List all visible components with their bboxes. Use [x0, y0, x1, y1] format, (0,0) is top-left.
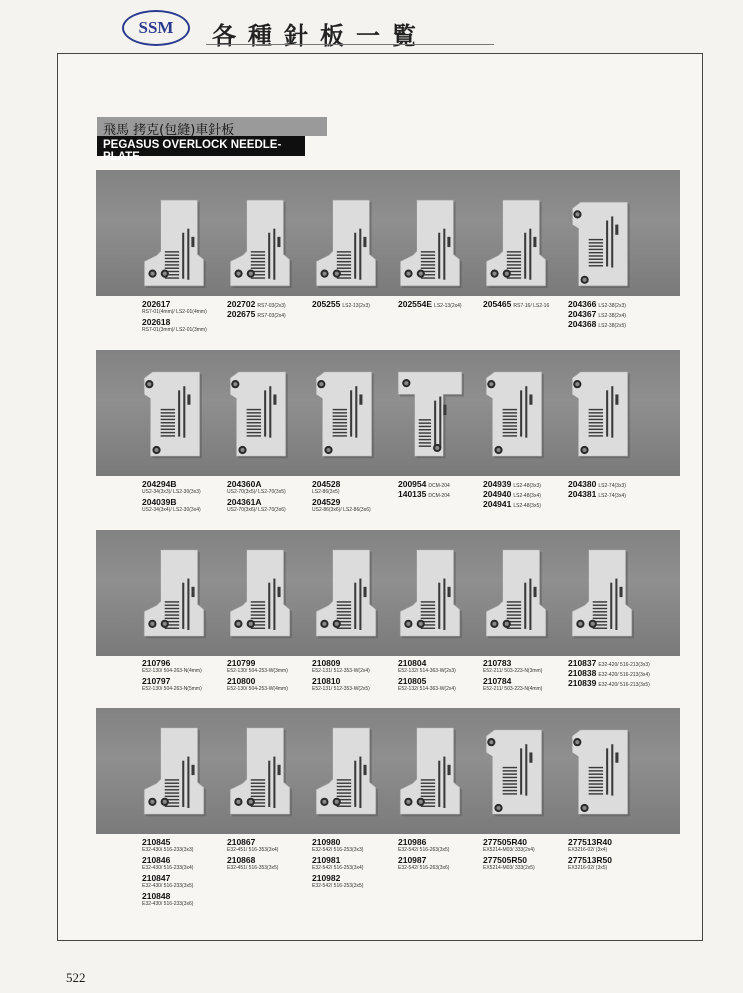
section-title-zh: 飛馬 拷克(包縫)車針板: [97, 117, 327, 136]
part-number: 210986: [398, 837, 427, 847]
spec-text: E32-430/ 516-233(3x6): [142, 901, 194, 907]
part-number: 204360A: [227, 479, 262, 489]
needle-plate-image: [310, 198, 382, 290]
needle-plate: [566, 716, 638, 833]
product-photo-row: [96, 170, 680, 296]
needle-plate: [224, 538, 296, 655]
part-number: 202618: [142, 317, 171, 327]
needle-plate: [224, 198, 296, 295]
needle-plate-image: [480, 716, 552, 828]
needle-plate: [566, 538, 638, 655]
spec-text: LS2-48(3x3): [513, 483, 541, 489]
needle-plate-image: [310, 716, 382, 828]
part-number: 210796: [142, 658, 171, 668]
needle-plate: [310, 538, 382, 655]
needle-plate: [310, 198, 382, 295]
spec-text: E32-430/ 516-233(3x5): [142, 883, 194, 889]
part-label: [312, 837, 363, 891]
part-number: 204368: [568, 319, 597, 329]
spec-text: DCM-204: [428, 483, 450, 489]
spec-text: EX3216-02/ (3x4): [568, 847, 608, 853]
product-photo-row: [96, 350, 680, 476]
page-number: 522: [66, 970, 86, 985]
part-label: [568, 299, 626, 329]
spec-text: E32-451/ 516-353(3x5): [227, 865, 279, 871]
spec-text: US2-86(3x6)/ LS2-86(3x6): [312, 507, 371, 513]
part-number: 210848: [142, 891, 171, 901]
needle-plate-image: [310, 360, 382, 468]
part-number: 277513R50: [568, 855, 612, 865]
spec-text: RS7-01(4mm)/ LS2-01(4mm): [142, 309, 207, 315]
product-photo-row: [96, 708, 680, 834]
spec-text: E32-542/ 516-263(3x5): [398, 847, 450, 853]
needle-plate-image: [566, 538, 638, 650]
part-number: 277505R50: [483, 855, 527, 865]
part-label: [142, 479, 201, 515]
part-label: [483, 299, 549, 309]
needle-plate-image: [224, 538, 296, 650]
part-number: 205465: [483, 299, 512, 309]
section-header: [97, 117, 327, 163]
part-number: 210797: [142, 676, 171, 686]
part-label: [568, 479, 626, 499]
part-label: [483, 479, 541, 509]
part-label: [227, 837, 278, 873]
part-number: 210810: [312, 676, 341, 686]
spec-text: E32-542/ 516-253(3x4): [312, 865, 364, 871]
part-label: [483, 837, 535, 873]
spec-text: E32-542/ 516-253(3x3): [312, 847, 364, 853]
spec-text: E52-131/ 512-353-W(2x4): [312, 668, 370, 674]
part-number: 205255: [312, 299, 341, 309]
part-number: 204529: [312, 497, 341, 507]
needle-plate: [224, 716, 296, 833]
needle-plate-image: [394, 360, 466, 468]
spec-text: E52-130/ 504-253-W(3mm): [227, 668, 288, 674]
needle-plate-image: [566, 360, 638, 468]
spec-text: E52-132/ 514-363-W(2x3): [398, 668, 456, 674]
part-number: 204039B: [142, 497, 177, 507]
part-number: 210809: [312, 658, 341, 668]
needle-plate-image: [138, 198, 210, 290]
spec-text: RS7-03(2x4): [257, 313, 286, 319]
spec-text: E32-451/ 516-353(3x4): [227, 847, 279, 853]
part-label: [227, 479, 286, 515]
part-label: [398, 479, 450, 499]
part-number: 204367: [568, 309, 597, 319]
needle-plate: [138, 538, 210, 655]
part-label: [568, 658, 650, 688]
ssm-logo: [122, 10, 190, 46]
part-number: 204941: [483, 499, 512, 509]
spec-text: LS2-38(2x3): [598, 303, 626, 309]
needle-plate: [394, 360, 466, 473]
part-number: 210799: [227, 658, 256, 668]
part-number: 202554E: [398, 299, 433, 309]
part-number: 204939: [483, 479, 512, 489]
part-number: 204528: [312, 479, 341, 489]
spec-text: E32-430/ 516-233(3x3): [142, 847, 194, 853]
spec-text: US2-34(3x3)/ LS2-30(3x3): [142, 489, 201, 495]
needle-plate-image: [480, 538, 552, 650]
spec-text: US2-70(3x6)/ LS2-70(3x6): [227, 507, 286, 513]
part-number: 210800: [227, 676, 256, 686]
part-number: 204294B: [142, 479, 177, 489]
needle-plate-image: [138, 360, 210, 468]
logo-text: SSM: [138, 18, 174, 37]
spec-text: E32-430/ 516-233(3x4): [142, 865, 194, 871]
part-label: [227, 658, 288, 694]
spec-text: LS2-13(2x4): [434, 303, 462, 309]
spec-text: LS2-74(3x3): [598, 483, 626, 489]
needle-plate-image: [138, 716, 210, 828]
part-number: 210847: [142, 873, 171, 883]
part-number: 210845: [142, 837, 171, 847]
part-label: [142, 837, 193, 909]
part-number: 210867: [227, 837, 256, 847]
part-label: [483, 658, 542, 694]
needle-plate: [566, 360, 638, 473]
part-number: 210846: [142, 855, 171, 865]
spec-text: E52-130/ 504-263-N(4mm): [142, 668, 202, 674]
needle-plate-image: [394, 198, 466, 290]
needle-plate: [480, 360, 552, 473]
part-number: 210839: [568, 678, 597, 688]
part-number: 210982: [312, 873, 341, 883]
needle-plate: [480, 716, 552, 833]
page-title: 各種針板一覧: [212, 21, 428, 50]
part-number: 210805: [398, 676, 427, 686]
part-number: 210987: [398, 855, 427, 865]
needle-plate-image: [310, 538, 382, 650]
spec-text: EX5214-M03/ 333(2x4): [483, 847, 535, 853]
part-number: 210784: [483, 676, 512, 686]
needle-plate-image: [224, 360, 296, 468]
section-title-en: PEGASUS OVERLOCK NEEDLE-PLATE: [97, 136, 305, 156]
part-label: [142, 658, 202, 694]
spec-text: LS2-86(3x5): [312, 489, 340, 495]
needle-plate: [224, 360, 296, 473]
part-number: 202702: [227, 299, 256, 309]
part-label: [398, 299, 462, 309]
part-number: 210838: [568, 668, 597, 678]
part-number: 202617: [142, 299, 171, 309]
part-number: 210837: [568, 658, 597, 668]
part-label: [398, 658, 456, 694]
part-number: 210980: [312, 837, 341, 847]
spec-text: RS7-16/ LS2-16: [513, 303, 550, 309]
needle-plate-image: [566, 716, 638, 828]
title-rule: [206, 44, 494, 45]
part-number: 210804: [398, 658, 427, 668]
spec-text: E32-420/ 516-213(3x4): [598, 672, 650, 678]
part-label: [227, 299, 286, 319]
part-number: 210981: [312, 855, 341, 865]
spec-text: LS2-74(3x4): [598, 493, 626, 499]
part-number: 204381: [568, 489, 597, 499]
spec-text: E32-542/ 516-253(3x5): [312, 883, 364, 889]
spec-text: EX5214-M03/ 333(2x5): [483, 865, 535, 871]
needle-plate-image: [480, 360, 552, 468]
spec-text: E32-542/ 516-263(3x6): [398, 865, 450, 871]
needle-plate: [480, 538, 552, 655]
needle-plate: [566, 198, 638, 295]
spec-text: E52-211/ 503-223-N(4mm): [483, 686, 543, 692]
spec-text: RS7-01(3mm)/ LS2-01(3mm): [142, 327, 207, 333]
part-number: 140135: [398, 489, 427, 499]
needle-plate-image: [394, 716, 466, 828]
spec-text: DCM-204: [428, 493, 450, 499]
needle-plate-image: [566, 198, 638, 290]
needle-plate-image: [224, 716, 296, 828]
spec-text: LS2-48(3x5): [513, 503, 541, 509]
part-number: 210783: [483, 658, 512, 668]
part-number: 204366: [568, 299, 597, 309]
part-label: [142, 299, 207, 335]
needle-plate-image: [224, 198, 296, 290]
spec-text: LS2-38(2x4): [598, 313, 626, 319]
needle-plate: [480, 198, 552, 295]
spec-text: US2-34(3x4)/ LS2-30(3x4): [142, 507, 201, 513]
part-number: 204361A: [227, 497, 262, 507]
spec-text: LS2-48(3x4): [513, 493, 541, 499]
part-label: [312, 299, 370, 309]
needle-plate: [310, 360, 382, 473]
spec-text: E52-130/ 504-253-W(4mm): [227, 686, 288, 692]
needle-plate: [394, 716, 466, 833]
needle-plate: [138, 360, 210, 473]
part-number: 277513R40: [568, 837, 612, 847]
spec-text: LS2-13(2x3): [342, 303, 370, 309]
spec-text: RS7-03(2x3): [257, 303, 286, 309]
spec-text: E52-132/ 514-363-W(2x4): [398, 686, 456, 692]
part-number: 202675: [227, 309, 256, 319]
needle-plate-image: [138, 538, 210, 650]
product-photo-row: [96, 530, 680, 656]
spec-text: US2-70(3x5)/ LS2-70(3x5): [227, 489, 286, 495]
spec-text: LS2-38(2x5): [598, 323, 626, 329]
needle-plate: [310, 716, 382, 833]
needle-plate: [394, 198, 466, 295]
spec-text: E32-420/ 516-213(3x3): [598, 662, 650, 668]
spec-text: E52-131/ 512-353-W(2x5): [312, 686, 370, 692]
spec-text: E52-130/ 504-263-N(5mm): [142, 686, 202, 692]
part-label: [568, 837, 612, 873]
part-number: 277505R40: [483, 837, 527, 847]
spec-text: E32-420/ 516-213(3x5): [598, 682, 650, 688]
needle-plate-image: [394, 538, 466, 650]
part-number: 204940: [483, 489, 512, 499]
needle-plate-image: [480, 198, 552, 290]
part-number: 204380: [568, 479, 597, 489]
spec-text: EX3216-02/ (3x5): [568, 865, 608, 871]
part-number: 210868: [227, 855, 256, 865]
needle-plate: [138, 198, 210, 295]
part-number: 200954: [398, 479, 427, 489]
part-label: [398, 837, 449, 873]
part-label: [312, 658, 370, 694]
needle-plate: [138, 716, 210, 833]
spec-text: E52-211/ 503-223-N(3mm): [483, 668, 543, 674]
needle-plate: [394, 538, 466, 655]
part-label: [312, 479, 371, 515]
